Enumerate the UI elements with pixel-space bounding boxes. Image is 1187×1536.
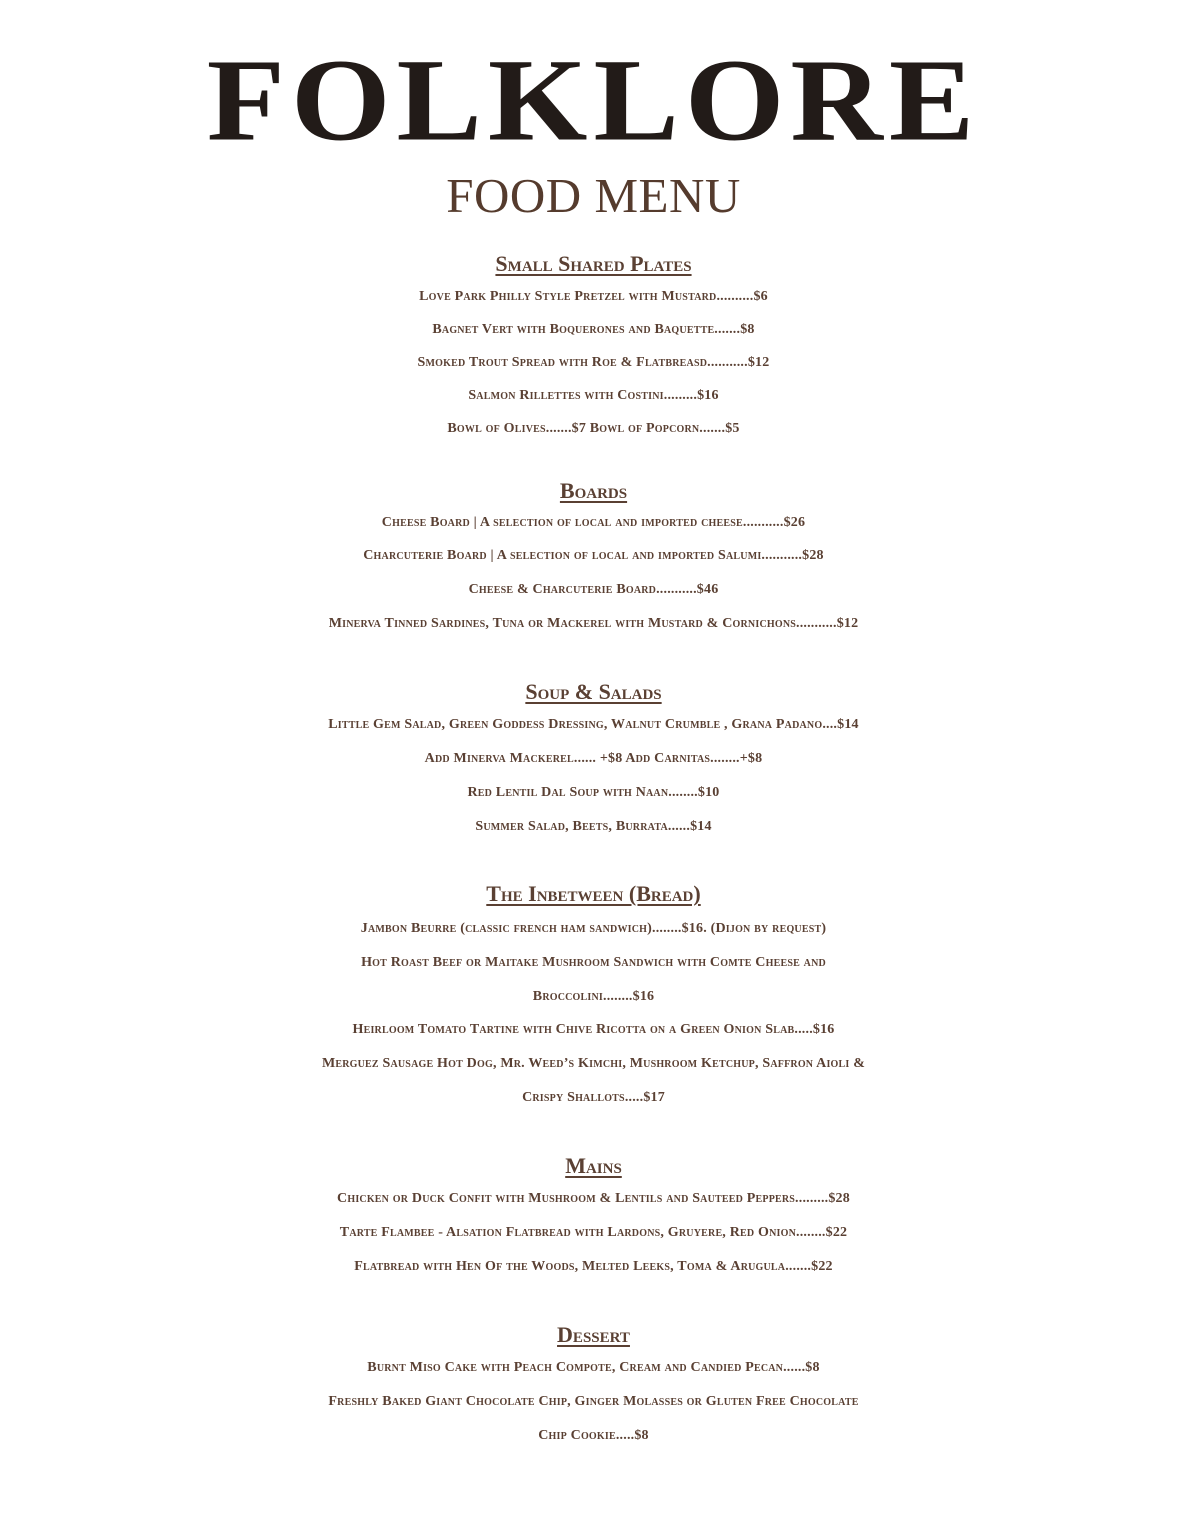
menu-item: Cheese & Charcuterie Board...........$46 [468,582,719,597]
menu-item: Freshly Baked Giant Chocolate Chip, Ginger Molasses or Gluten Free Chocolate [328,1394,859,1409]
menu-item: Heirloom Tomato Tartine with Chive Ricotta on a Green Onion Slab.....$16 [352,1022,835,1037]
section-heading-boards: Boards [559,478,628,503]
menu-item: Little Gem Salad, Green Goddess Dressing, Walnut Crumble , Grana Padano....$14 [328,717,859,732]
menu-item: Minerva Tinned Sardines, Tuna or Mackerel with Mustard & Cornichons...........$12 [328,616,859,631]
page-title: FOOD MENU [446,168,741,223]
menu-item: Merguez Sausage Hot Dog, Mr. Weed’s Kimchi, Mushroom Ketchup, Saffron Aioli & [321,1056,866,1071]
menu-item: Bowl of Olives.......$7 Bowl of Popcorn.......$5 [447,421,740,436]
menu-item: Tarte Flambee - Alsation Flatbread with Lardons, Gruyere, Red Onion........$22 [339,1225,848,1240]
section-heading-dessert: Dessert [557,1322,630,1347]
section-heading-mains: Mains [565,1153,622,1178]
menu-item: Bagnet Vert with Boquerones and Baquette.......$8 [432,322,755,337]
menu-item: Broccolini........$16 [532,989,655,1004]
section-heading-small-shared-plates: Small Shared Plates [495,251,692,276]
menu-item: Burnt Miso Cake with Peach Compote, Cream and Candied Pecan......$8 [367,1360,820,1375]
menu-item: Salmon Rillettes with Costini.........$16 [468,388,719,403]
menu-item: Crispy Shallots.....$17 [522,1090,665,1105]
menu-item: Smoked Trout Spread with Roe & Flatbreasd...........$12 [417,355,770,370]
menu-item: Chicken or Duck Confit with Mushroom & Lentils and Sauteed Peppers.........$28 [337,1191,850,1206]
menu-item: Cheese Board | A selection of local and imported cheese...........$26 [381,515,806,530]
section-heading-soup-salads: Soup & Salads [525,679,662,704]
menu-item: Jambon Beurre (classic french ham sandwich)........$16. (Dijon by request) [360,921,827,936]
menu-item: Add Minerva Mackerel...... +$8 Add Carnitas........+$8 [424,751,763,766]
menu-item: Chip Cookie.....$8 [538,1428,649,1443]
brand-logo: FOLKLORE [206,34,981,166]
menu-item: Hot Roast Beef or Maitake Mushroom Sandwich with Comte Cheese and [361,955,826,970]
menu-item: Flatbread with Hen Of the Woods, Melted Leeks, Toma & Arugula.......$22 [354,1259,833,1274]
menu-item: Charcuterie Board | A selection of local and imported Salumi...........$28 [363,548,824,563]
menu-item: Red Lentil Dal Soup with Naan........$10 [467,785,720,800]
section-heading-the-inbetween: The Inbetween (Bread) [486,881,701,906]
menu-item: Love Park Philly Style Pretzel with Mustard..........$6 [419,289,768,304]
menu-item: Summer Salad, Beets, Burrata......$14 [475,819,712,834]
